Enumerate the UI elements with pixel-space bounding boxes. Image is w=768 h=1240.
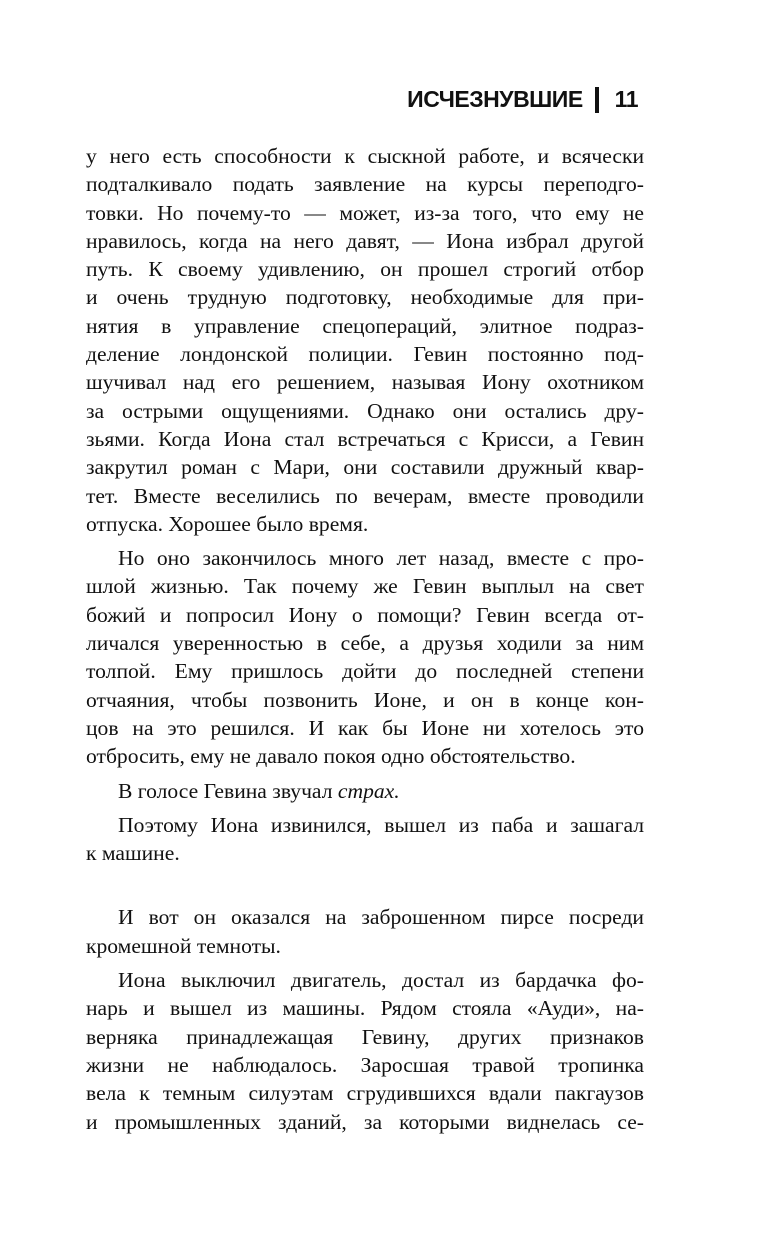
text-line: Но оно закончилось много лет назад, вместе с про- xyxy=(118,546,644,571)
text-line: Иона выключил двигатель, достал из бардачка фо- xyxy=(118,968,644,993)
paragraph xyxy=(86,811,644,868)
section-break xyxy=(86,867,644,903)
text-line: кромешной темноты. xyxy=(86,933,281,958)
text-line: тет. Вместе веселились по вечерам, вместе проводили xyxy=(86,483,644,508)
text-line: жизни не наблюдалось. Заросшая травой тропинка xyxy=(86,1052,644,1077)
text-line: закрутил роман с Мари, они составили дружный квар- xyxy=(86,455,644,480)
text-line: нятия в управление спецопераций, элитное подраз- xyxy=(86,313,644,338)
paragraph xyxy=(86,777,644,805)
text-line xyxy=(86,777,644,805)
page-number: 11 xyxy=(614,86,638,112)
text-line: шучивал над его решением, называя Иону охотником xyxy=(86,370,644,395)
text-line: за острыми ощущениями. Однако они остались дру- xyxy=(86,398,644,423)
text-line: отчаяния, чтобы позвонить Ионе, и он в конце кон- xyxy=(86,687,644,712)
text-line: отбросить, ему не давало покоя одно обстоятельство. xyxy=(86,744,576,769)
text-line: вела к темным силуэтам сгрудившихся вдали пакгаузов xyxy=(86,1081,644,1106)
text-line: и очень трудную подготовку, необходимые для при- xyxy=(86,285,644,310)
paragraph xyxy=(86,142,644,538)
text-line: деление лондонской полиции. Гевин постоянно под- xyxy=(86,342,644,367)
text-line: личался уверенностью в себе, а друзья ходили за ним xyxy=(86,631,644,656)
text-line: к машине. xyxy=(86,841,180,866)
text-line: и промышленных зданий, за которыми виднелась се- xyxy=(86,1109,644,1134)
text-line: зьями. Когда Иона стал встречаться с Крисси, а Гевин xyxy=(86,426,644,451)
text-line: нравилось, когда на него давят, — Иона избрал другой xyxy=(86,228,644,253)
running-title: ИСЧЕЗНУВШИЕ xyxy=(407,86,583,112)
running-header xyxy=(407,86,638,113)
body-text xyxy=(86,142,644,1136)
text-line: у него есть способности к сыскной работе, и всячески xyxy=(86,144,644,168)
text-line: путь. К своему удивлению, он прошел строгий отбор xyxy=(86,257,644,282)
emphasis-text: страх. xyxy=(337,778,400,803)
text-span: В голосе Гевина звучал xyxy=(118,778,338,803)
text-line: божий и попросил Иону о помощи? Гевин всегда от- xyxy=(86,602,644,627)
text-line: товки. Но почему-то — может, из-за того, что ему не xyxy=(86,200,644,225)
paragraph xyxy=(86,903,644,960)
text-line: нарь и вышел из машины. Рядом стояла «Ауди», на- xyxy=(86,996,644,1021)
text-line: верняка принадлежащая Гевину, других признаков xyxy=(86,1024,644,1049)
header-separator xyxy=(595,87,599,113)
paragraph xyxy=(86,966,644,1136)
paragraph xyxy=(86,544,644,770)
text-line: И вот он оказался на заброшенном пирсе посреди xyxy=(118,905,644,930)
text-line: отпуска. Хорошее было время. xyxy=(86,511,369,536)
text-line: Поэтому Иона извинился, вышел из паба и зашагал xyxy=(118,812,644,837)
text-line: подталкивало подать заявление на курсы переподго- xyxy=(86,172,644,197)
text-line: толпой. Ему пришлось дойти до последней степени xyxy=(86,659,644,684)
text-line: цов на это решился. И как бы Ионе ни хотелось это xyxy=(86,715,644,740)
text-line: шлой жизнью. Так почему же Гевин выплыл на свет xyxy=(86,574,644,599)
